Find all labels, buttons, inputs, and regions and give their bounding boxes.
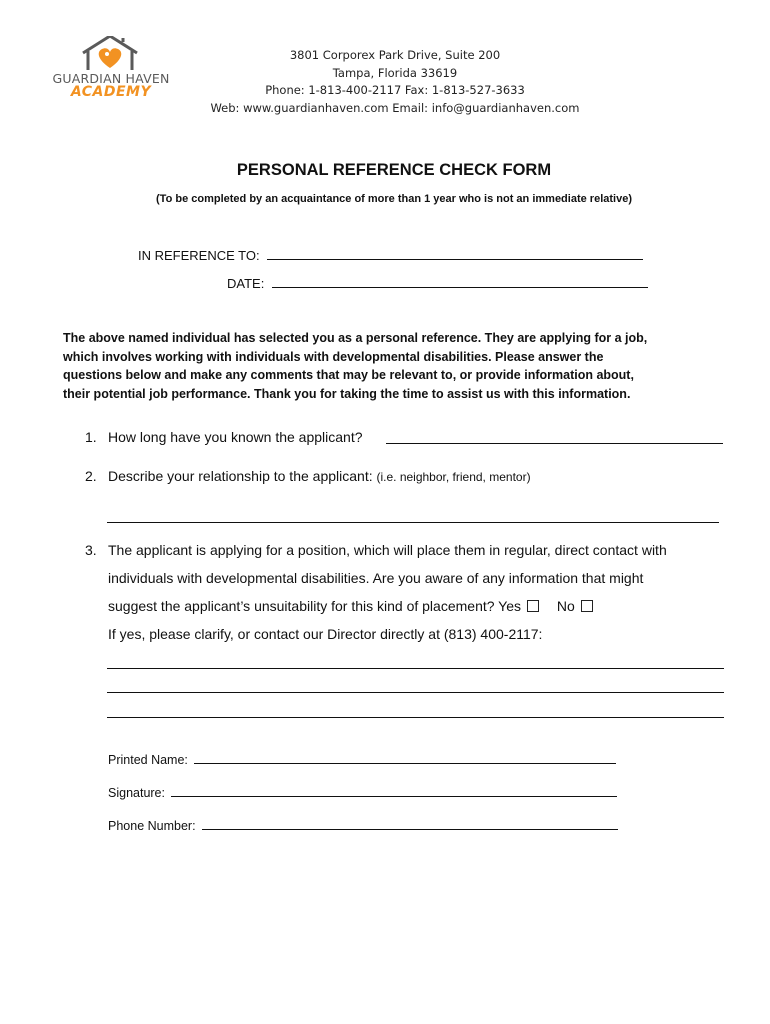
logo-name: GUARDIAN HAVEN bbox=[52, 71, 170, 86]
question-number: 2. bbox=[85, 468, 97, 484]
address-block bbox=[170, 47, 620, 117]
known-duration-field[interactable] bbox=[386, 431, 723, 444]
intro-paragraph bbox=[63, 329, 723, 403]
address-city: Tampa, Florida 33619 bbox=[332, 65, 458, 80]
question-text: The applicant is applying for a position, which will place them in regular, direct contact with bbox=[108, 542, 667, 558]
question-text: individuals with developmental disabilities. Are you aware of any information that might bbox=[108, 570, 644, 586]
question-1 bbox=[85, 429, 725, 447]
page-subtitle: (To be completed by an acquaintance of more than 1 year who is not an immediate relative) bbox=[156, 193, 632, 205]
in-reference-label: IN REFERENCE TO: bbox=[138, 248, 260, 263]
printed-name-label: Printed Name: bbox=[108, 753, 188, 767]
phone-fax: Phone: 1-813-400-2117 Fax: 1-813-527-3633 bbox=[265, 83, 525, 97]
clarify-field-line[interactable] bbox=[107, 705, 724, 718]
question-text: Describe your relationship to the applicant: bbox=[108, 468, 373, 484]
question-text: How long have you known the applicant? bbox=[108, 429, 363, 445]
intro-line: their potential job performance. Thank you for taking the time to assist us with this information. bbox=[63, 386, 631, 401]
question-text: suggest the applicant’s unsuitability for this kind of placement? bbox=[108, 598, 495, 614]
relationship-field[interactable] bbox=[107, 510, 719, 523]
clarify-field-line[interactable] bbox=[107, 656, 724, 669]
no-checkbox[interactable] bbox=[581, 600, 593, 612]
question-number: 3. bbox=[85, 542, 97, 558]
no-label: No bbox=[556, 598, 575, 614]
printed-name-field[interactable] bbox=[194, 751, 616, 764]
question-3-choice-row bbox=[108, 598, 593, 614]
date-row bbox=[227, 275, 648, 291]
date-label: DATE: bbox=[227, 276, 265, 291]
yes-label: Yes bbox=[498, 598, 522, 614]
address-street: 3801 Corporex Park Drive, Suite 200 bbox=[289, 48, 501, 62]
in-reference-field[interactable] bbox=[267, 247, 643, 260]
question-number: 1. bbox=[85, 429, 97, 445]
logo-subtitle: ACADEMY bbox=[70, 84, 152, 100]
signature-label: Signature: bbox=[108, 786, 165, 800]
phone-number-label: Phone Number: bbox=[108, 819, 196, 833]
clarify-field-line[interactable] bbox=[107, 680, 724, 693]
question-3 bbox=[85, 542, 725, 560]
page-title: PERSONAL REFERENCE CHECK FORM bbox=[236, 161, 552, 179]
clarify-text: If yes, please clarify, or contact our Director directly at (813) 400-2117: bbox=[108, 626, 543, 642]
academy-logo bbox=[50, 36, 172, 102]
question-hint: (i.e. neighbor, friend, mentor) bbox=[376, 470, 531, 484]
yes-checkbox[interactable] bbox=[527, 600, 539, 612]
signature-field[interactable] bbox=[171, 784, 617, 797]
printed-name-row bbox=[108, 751, 616, 767]
phone-number-row bbox=[108, 817, 618, 833]
in-reference-row bbox=[138, 247, 643, 263]
signature-row bbox=[108, 784, 617, 800]
intro-line: questions below and make any comments that may be relevant to, or provide information about, bbox=[63, 368, 634, 382]
web-email: Web: www.guardianhaven.com Email: info@guardianhaven.com bbox=[210, 100, 580, 115]
intro-line: which involves working with individuals with developmental disabilities. Please answer the bbox=[63, 349, 604, 364]
phone-number-field[interactable] bbox=[202, 817, 618, 830]
intro-line: The above named individual has selected you as a personal reference. They are applying for a job, bbox=[63, 331, 648, 345]
question-2 bbox=[85, 468, 725, 486]
house-heart-icon bbox=[50, 36, 172, 76]
date-field[interactable] bbox=[272, 275, 648, 288]
